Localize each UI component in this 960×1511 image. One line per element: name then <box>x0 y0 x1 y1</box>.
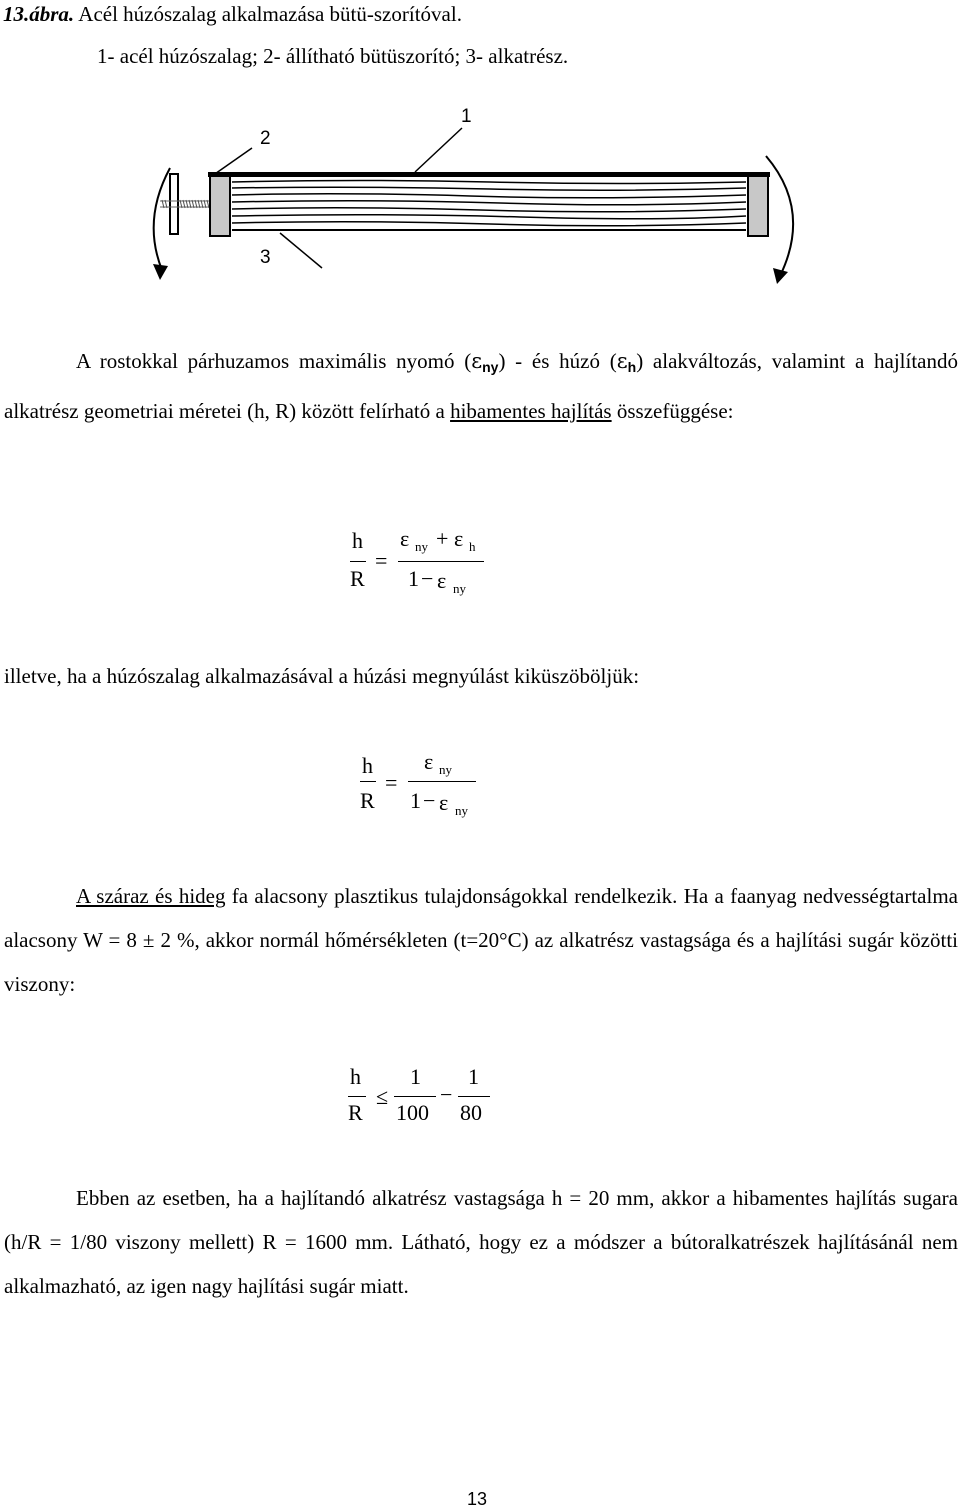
right-end-block <box>748 176 768 236</box>
paragraph-conclusion: Ebben az esetben, ha a hajlítandó alkatrész vastagsága h = 20 mm, akkor a hibamentes hajlítás sugara (h/R = 1/80 viszony mellett) R = 1600 mm. Látható, hogy ez a módszer a bútoralkatrészek hajlításánál nem alkalmazható, az igen nagy hajlítási sugár miatt. <box>4 1186 958 1298</box>
paragraph-strain-intro: A rostokkal párhuzamos maximális nyomó $(\varepsilon_{ny})$ - és húzó $(\varepsilon_h)$ alakváltozás, valamint a hajlítandó alkatrész geometriai méretei (h, R) között felírható a hibamentes hajlítás összefüggése: <box>4 349 958 423</box>
paragraph-stretch-elimination: illetve, ha a húzószalag alkalmazásával a húzási megnyúlást kiküszöböljük: <box>4 664 640 688</box>
leader-line-3 <box>280 233 322 268</box>
clamp-diagram <box>140 100 820 300</box>
steel-strap <box>208 172 770 177</box>
left-end-block <box>210 176 230 236</box>
label-2: 2 <box>260 128 271 149</box>
clamp-screw <box>160 200 214 208</box>
label-3: 3 <box>260 247 271 268</box>
term-dry-cold: A száraz és hideg <box>76 884 226 908</box>
figure-reference: 13.ábra. <box>3 2 75 26</box>
adjustable-clamp-plate <box>170 174 178 234</box>
leader-line-1 <box>415 128 462 172</box>
figure-title: Acél húzószalag alkalmazása bütü-szorítóval. <box>74 2 462 26</box>
paragraph-dry-cold-wood: A száraz és hideg fa alacsony plasztikus tulajdonságokkal rendelkezik. Ha a faanyag nedvességtartalma alacsony W = 8 ± 2 %, akkor normál hőmérsékleten (t=20°C) az alkatrész vastagsága és a hajlítási sugár közötti viszony: <box>4 884 958 996</box>
right-arrow-head <box>773 268 788 284</box>
leader-line-2 <box>212 148 252 176</box>
workpiece-fibers <box>232 181 746 226</box>
formula-with-strap: h R = ε ny 1 − ε ny <box>350 745 490 825</box>
left-arrow-head <box>153 264 168 280</box>
figure-legend: 1- acél húzószalag; 2- állítható bütüszorító; 3- alkatrész. <box>97 44 569 68</box>
formula-flawless-bending: h R = ε ny + ε h 1 − ε ny <box>340 520 500 600</box>
formula-ratio-limit: h R ≤ 1 100 − 1 80 <box>340 1058 510 1138</box>
label-1: 1 <box>461 106 472 127</box>
figure-caption <box>3 2 462 26</box>
page-number: 13 <box>467 1489 488 1509</box>
term-flawless-bending: hibamentes hajlítás <box>450 399 612 423</box>
